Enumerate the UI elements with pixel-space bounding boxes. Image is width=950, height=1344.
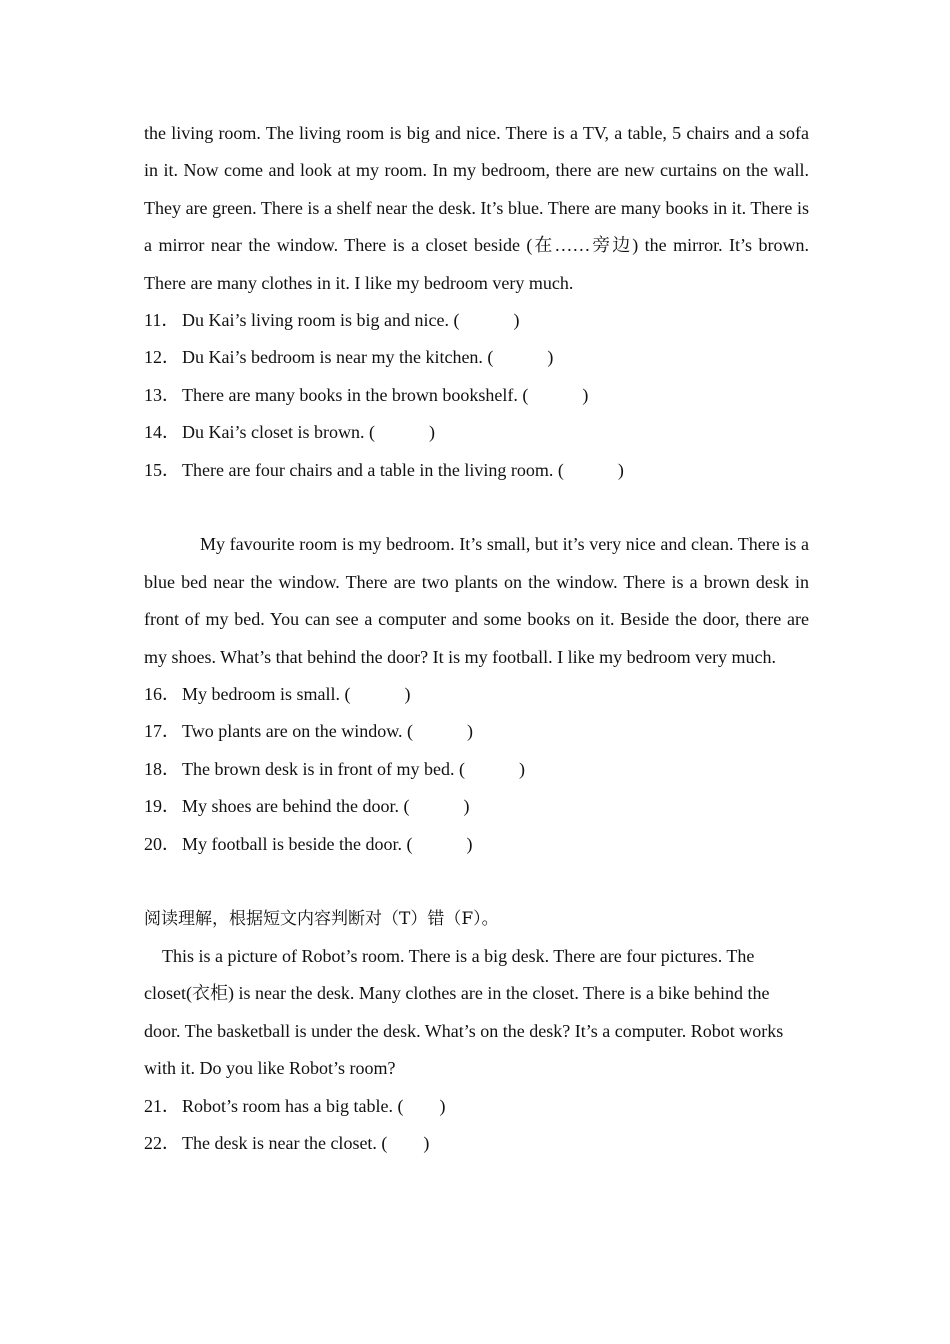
passage-2: My favourite room is my bedroom. It’s small, but it’s very nice and clean. There is a blue bed near the window. There are two plants on the window. There is a brown desk in front of my bed. You can see a computer and some books on it. Beside the door, there are my shoes. What’s that behind the door? It is my football. I like my bedroom very much. bbox=[144, 534, 809, 667]
question-13: 13． There are many books in the brown bookshelf. ( ) bbox=[144, 384, 589, 405]
question-22: 22． The desk is near the closet. ( ) bbox=[144, 1132, 430, 1153]
question-list-3 bbox=[144, 1088, 809, 1163]
question-17: 17． Two plants are on the window. ( ) bbox=[144, 721, 474, 742]
question-18: 18． The brown desk is in front of my bed. ( ) bbox=[144, 758, 525, 779]
question-16: 16． My bedroom is small. ( ) bbox=[144, 684, 411, 705]
question-15: 15． There are four chairs and a table in the living room. ( ) bbox=[144, 459, 624, 480]
question-21: 21． Robot’s room has a big table. ( ) bbox=[144, 1095, 446, 1116]
question-20: 20． My football is beside the door. ( ) bbox=[144, 833, 473, 854]
section-gap bbox=[144, 863, 809, 900]
question-14: 14． Du Kai’s closet is brown. ( ) bbox=[144, 422, 435, 443]
question-list-1 bbox=[144, 302, 809, 489]
question-11: 11． Du Kai’s living room is big and nice. ( ) bbox=[144, 310, 520, 331]
question-12: 12． Du Kai’s bedroom is near my the kitchen. ( ) bbox=[144, 347, 554, 368]
document-content bbox=[144, 115, 809, 1162]
section-gap bbox=[144, 489, 809, 526]
section-instruction: 阅读理解，根据短文内容判断对（T）错（F）。 bbox=[144, 908, 499, 929]
passage-1: the living room. The living room is big and nice. There is a TV, a table, 5 chairs and a sofa in it. Now come and look at my room. In my bedroom, there are new curtains on the wall. They are green. There is a shelf near the desk. It’s blue. There are many books in it. There is a mirror near the window. There is a closet beside (在……旁边) the mirror. It’s brown. There are many clothes in it. I like my bedroom very much. bbox=[144, 123, 809, 293]
question-list-2 bbox=[144, 676, 809, 863]
passage-3: This is a picture of Robot’s room. There is a big desk. There are four pictures. The closet(衣柜) is near the desk. Many clothes are in the closet. There is a bike behind the door. The basketball is under the desk. What’s on the desk? It’s a computer. Robot works with it. Do you like Robot’s room? bbox=[144, 945, 784, 1079]
question-19: 19． My shoes are behind the door. ( ) bbox=[144, 796, 470, 817]
